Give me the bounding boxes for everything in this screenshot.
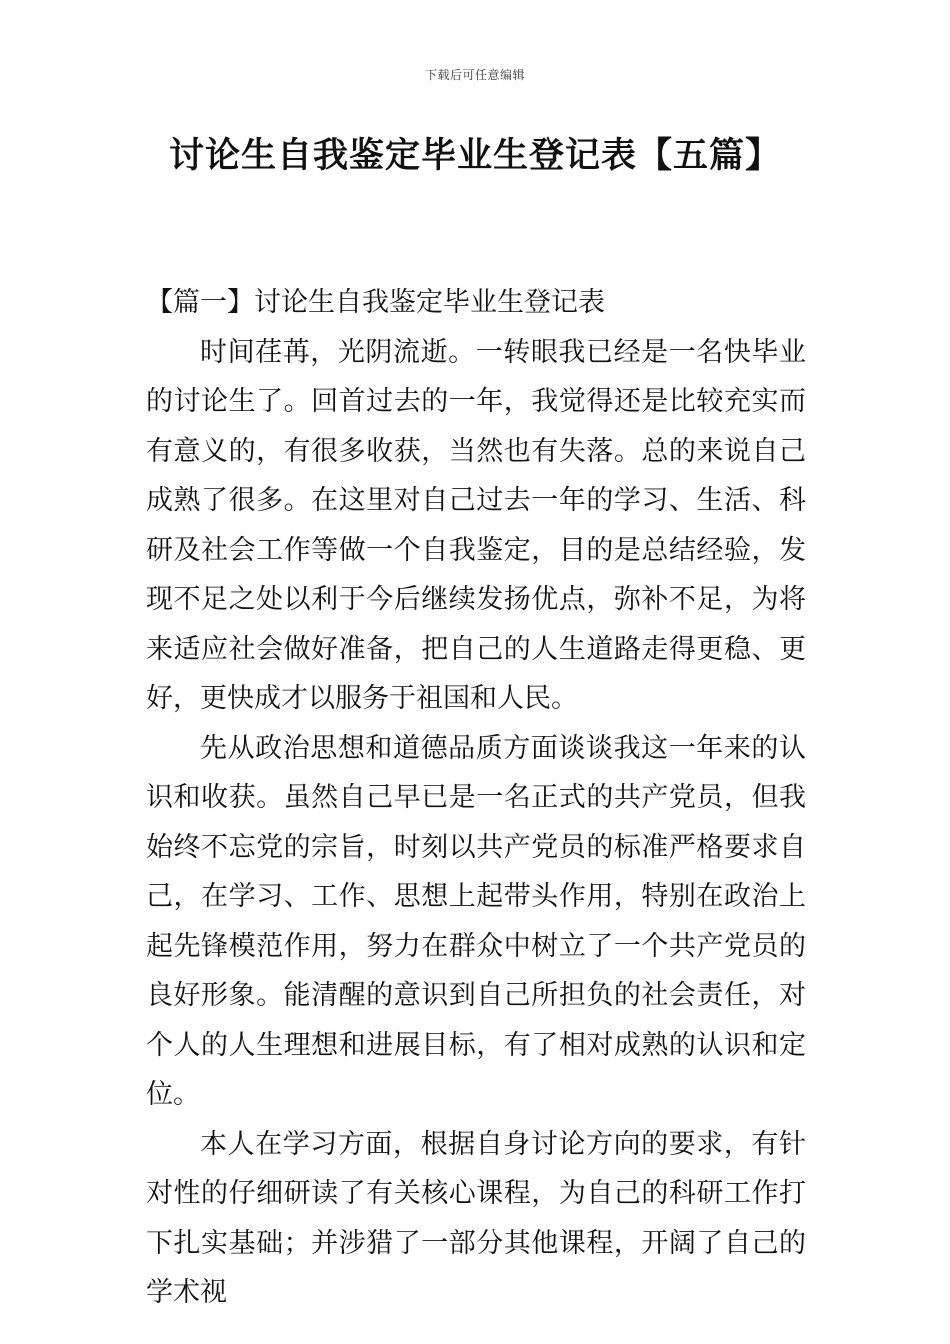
section-heading: 【篇一】讨论生自我鉴定毕业生登记表 bbox=[146, 287, 605, 318]
paragraph: 时间荏苒，光阴流逝。一转眼我已经是一名快毕业的讨论生了。回首过去的一年，我觉得还是比较充实而有意义的，有很多收获，当然也有失落。总的来说自己成熟了很多。在这里对自己过去一年的学习、生活、科研及社会工作等做一个自我鉴定，目的是总结经验，发现不足之处以利于今后继续发扬优点，弥补不足，为将来适应社会做好准备，把自己的人生道路走得更稳、更好，更快成才以服务于祖国和人民。 bbox=[146, 336, 806, 714]
document-body bbox=[146, 278, 806, 1318]
paragraph: 本人在学习方面，根据自身讨论方向的要求，有针对性的仔细研读了有关核心课程，为自己的科研工作打下扎实基础；并涉猎了一部分其他课程，开阔了自己的学术视 bbox=[146, 1128, 806, 1308]
document-title: 讨论生自我鉴定毕业生登记表【五篇】 bbox=[168, 135, 781, 176]
paragraph: 先从政治思想和道德品质方面谈谈我这一年来的认识和收获。虽然自己早已是一名正式的共产党员，但我始终不忘党的宗旨，时刻以共产党员的标准严格要求自己，在学习、工作、思想上起带头作用，特别在政治上起先锋模范作用，努力在群众中树立了一个共产党员的良好形象。能清醒的意识到自己所担负的社会责任，对个人的人生理想和进展目标，有了相对成熟的认识和定位。 bbox=[146, 732, 806, 1110]
header-note: 下载后可任意编辑 bbox=[424, 68, 525, 82]
